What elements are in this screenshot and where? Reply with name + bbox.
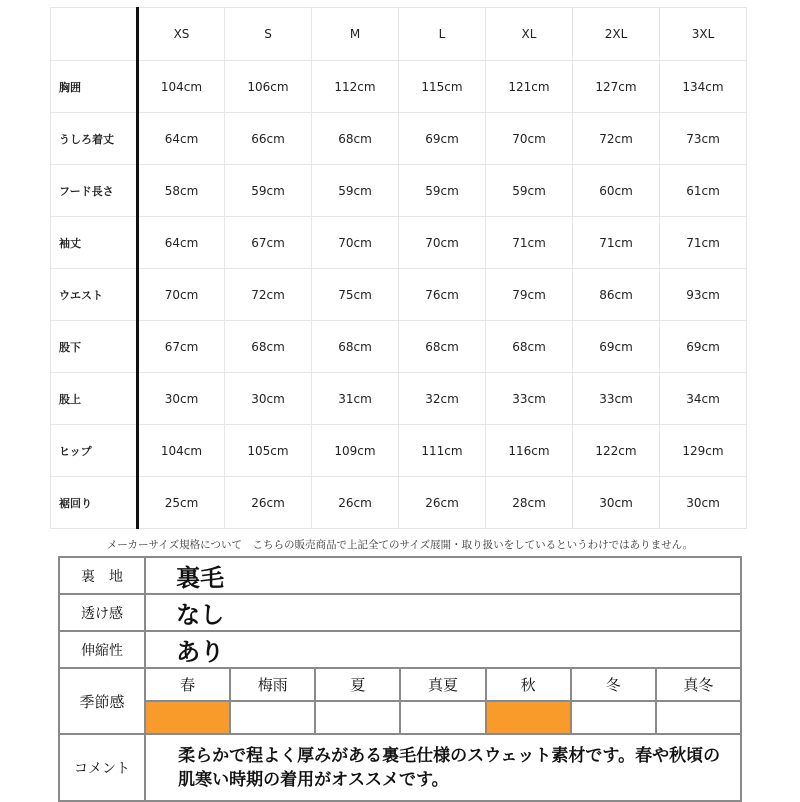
measurement-value: 33cm [573, 373, 660, 425]
size-row [51, 217, 747, 269]
measurement-value: 105cm [225, 425, 312, 477]
measurement-value: 68cm [399, 321, 486, 373]
measurement-value: 116cm [486, 425, 573, 477]
size-row [51, 321, 747, 373]
measurement-label: 袖丈 [51, 217, 138, 269]
size-note: メーカーサイズ規格について こちらの販売商品で上記全てのサイズ展開・取り扱いをしているというわけではありません。 [106, 539, 694, 551]
season-indicator-active [486, 701, 571, 734]
measurement-value: 30cm [225, 373, 312, 425]
season-indicator-active [145, 701, 230, 734]
size-header-cell: XL [486, 8, 573, 61]
measurement-value: 67cm [225, 217, 312, 269]
season-indicator [571, 701, 656, 734]
measurement-value: 86cm [573, 269, 660, 321]
season-name-cell: 冬 [571, 668, 656, 701]
measurement-label: フード長さ [51, 165, 138, 217]
measurement-value: 31cm [312, 373, 399, 425]
measurement-value: 58cm [138, 165, 225, 217]
season-name-cell: 春 [145, 668, 230, 701]
measurement-value: 71cm [573, 217, 660, 269]
size-header-cell: 2XL [573, 8, 660, 61]
size-header-cell: L [399, 8, 486, 61]
measurement-value: 68cm [225, 321, 312, 373]
measurement-value: 72cm [225, 269, 312, 321]
season-indicators-row [59, 701, 741, 734]
measurement-value: 26cm [225, 477, 312, 529]
measurement-value: 60cm [573, 165, 660, 217]
measurement-value: 71cm [486, 217, 573, 269]
measurement-value: 109cm [312, 425, 399, 477]
measurement-value: 59cm [486, 165, 573, 217]
measurement-value: 134cm [660, 61, 747, 113]
season-names-row [59, 668, 741, 701]
size-row [51, 113, 747, 165]
measurement-value: 32cm [399, 373, 486, 425]
size-row [51, 61, 747, 113]
measurement-value: 70cm [312, 217, 399, 269]
size-header-cell: S [225, 8, 312, 61]
measurement-value: 34cm [660, 373, 747, 425]
size-row [51, 373, 747, 425]
size-row [51, 269, 747, 321]
measurement-value: 30cm [138, 373, 225, 425]
measurement-value: 66cm [225, 113, 312, 165]
measurement-value: 26cm [312, 477, 399, 529]
measurement-value: 111cm [399, 425, 486, 477]
lining-label: 裏 地 [59, 557, 145, 594]
measurement-value: 59cm [225, 165, 312, 217]
measurement-value: 64cm [138, 113, 225, 165]
measurement-value: 112cm [312, 61, 399, 113]
comment-label: コメント [59, 734, 145, 801]
measurement-value: 106cm [225, 61, 312, 113]
season-name-cell: 真冬 [656, 668, 741, 701]
season-indicator [315, 701, 400, 734]
measurement-value: 72cm [573, 113, 660, 165]
measurement-value: 122cm [573, 425, 660, 477]
lining-value: 裏毛 [145, 557, 741, 594]
measurement-value: 25cm [138, 477, 225, 529]
measurement-value: 26cm [399, 477, 486, 529]
measurement-value: 70cm [138, 269, 225, 321]
measurement-value: 68cm [312, 321, 399, 373]
measurement-label: ウエスト [51, 269, 138, 321]
measurement-label: 胸囲 [51, 61, 138, 113]
measurement-value: 73cm [660, 113, 747, 165]
measurement-value: 69cm [660, 321, 747, 373]
measurement-value: 115cm [399, 61, 486, 113]
comment-row [59, 734, 741, 801]
measurement-label: 裾回り [51, 477, 138, 529]
measurement-value: 30cm [660, 477, 747, 529]
size-row [51, 165, 747, 217]
season-label: 季節感 [59, 668, 145, 734]
size-header-corner [51, 8, 138, 61]
size-header-cell: 3XL [660, 8, 747, 61]
measurement-label: うしろ着丈 [51, 113, 138, 165]
measurement-value: 68cm [486, 321, 573, 373]
size-chart-table [50, 7, 747, 529]
lining-row [59, 557, 741, 594]
measurement-value: 71cm [660, 217, 747, 269]
sheer-row [59, 594, 741, 631]
season-indicator [230, 701, 315, 734]
measurement-value: 28cm [486, 477, 573, 529]
season-name-cell: 梅雨 [230, 668, 315, 701]
season-name-cell: 秋 [486, 668, 571, 701]
stretch-value: あり [145, 631, 741, 668]
measurement-value: 127cm [573, 61, 660, 113]
size-header-cell: M [312, 8, 399, 61]
measurement-value: 68cm [312, 113, 399, 165]
size-header-cell: XS [138, 8, 225, 61]
sheer-label: 透け感 [59, 594, 145, 631]
measurement-value: 121cm [486, 61, 573, 113]
size-row [51, 425, 747, 477]
measurement-label: ヒップ [51, 425, 138, 477]
season-indicator [400, 701, 485, 734]
size-row [51, 477, 747, 529]
measurement-value: 79cm [486, 269, 573, 321]
measurement-value: 70cm [399, 217, 486, 269]
measurement-value: 61cm [660, 165, 747, 217]
measurement-value: 104cm [138, 61, 225, 113]
measurement-value: 129cm [660, 425, 747, 477]
season-name-cell: 真夏 [400, 668, 485, 701]
measurement-value: 75cm [312, 269, 399, 321]
measurement-value: 104cm [138, 425, 225, 477]
measurement-value: 70cm [486, 113, 573, 165]
measurement-value: 30cm [573, 477, 660, 529]
measurement-value: 33cm [486, 373, 573, 425]
stretch-label: 伸縮性 [59, 631, 145, 668]
measurement-label: 股下 [51, 321, 138, 373]
measurement-value: 76cm [399, 269, 486, 321]
measurement-value: 64cm [138, 217, 225, 269]
size-header-row [51, 8, 747, 61]
sheer-value: なし [145, 594, 741, 631]
product-properties-table [58, 556, 742, 802]
measurement-value: 69cm [399, 113, 486, 165]
measurement-value: 59cm [399, 165, 486, 217]
season-name-cell: 夏 [315, 668, 400, 701]
season-indicator [656, 701, 741, 734]
stretch-row [59, 631, 741, 668]
measurement-value: 93cm [660, 269, 747, 321]
comment-text: 柔らかで程よく厚みがある裏毛仕様のスウェット素材です。春や秋頃の肌寒い時期の着用がオススメです。 [145, 734, 741, 801]
measurement-value: 67cm [138, 321, 225, 373]
measurement-label: 股上 [51, 373, 138, 425]
measurement-value: 69cm [573, 321, 660, 373]
measurement-value: 59cm [312, 165, 399, 217]
